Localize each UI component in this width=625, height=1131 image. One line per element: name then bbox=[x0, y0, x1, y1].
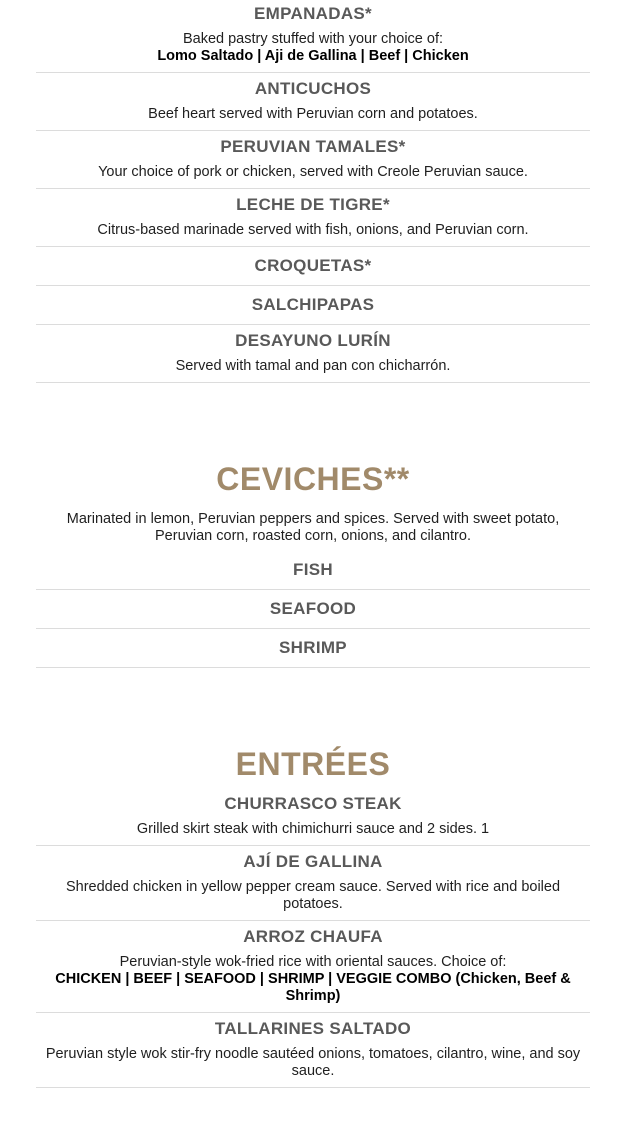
menu-item-anticuchos bbox=[36, 73, 590, 131]
item-title: SHRIMP bbox=[279, 638, 347, 657]
item-title: EMPANADAS* bbox=[254, 4, 372, 23]
section-description-ceviches: Marinated in lemon, Peruvian peppers and spices. Served with sweet potato, Peruvian corn, roasted corn, onions, and cilantro. bbox=[66, 511, 560, 544]
menu-item-croquetas bbox=[36, 247, 590, 286]
item-title: PERUVIAN TAMALES* bbox=[220, 137, 406, 156]
item-title: AJÍ DE GALLINA bbox=[243, 852, 383, 871]
menu-item-leche-de-tigre bbox=[36, 189, 590, 247]
item-description: Beef heart served with Peruvian corn and potatoes. bbox=[148, 106, 478, 122]
item-title: FISH bbox=[293, 560, 333, 579]
item-title: TALLARINES SALTADO bbox=[214, 1019, 412, 1038]
item-title: ANTICUCHOS bbox=[254, 79, 372, 98]
item-description: Served with tamal and pan con chicharrón. bbox=[175, 358, 451, 374]
item-title: CHURRASCO STEAK bbox=[224, 794, 402, 813]
menu-item-desayuno-lurin bbox=[36, 325, 590, 383]
menu-item-churrasco-steak bbox=[36, 788, 590, 846]
item-title: SALCHIPAPAS bbox=[251, 295, 375, 314]
item-title: ARROZ CHAUFA bbox=[243, 927, 383, 946]
item-options: CHICKEN | BEEF | SEAFOOD | SHRIMP | VEGGIE COMBO (Chicken, Beef & Shrimp) bbox=[55, 971, 571, 1004]
menu-item-arroz-chaufa bbox=[36, 921, 590, 1013]
menu bbox=[36, 0, 590, 1088]
menu-item-shrimp bbox=[36, 629, 590, 668]
menu-item-peruvian-tamales bbox=[36, 131, 590, 189]
menu-item-seafood bbox=[36, 590, 590, 629]
menu-item-salchipapas bbox=[36, 286, 590, 325]
item-description: Baked pastry stuffed with your choice of: bbox=[182, 31, 444, 47]
item-description: Shredded chicken in yellow pepper cream sauce. Served with rice and boiled potatoes. bbox=[65, 879, 561, 912]
item-title: SEAFOOD bbox=[269, 599, 357, 618]
item-title: LECHE DE TIGRE* bbox=[236, 195, 390, 214]
section-header-entrees: ENTRÉES bbox=[235, 746, 391, 782]
menu-item-fish bbox=[36, 551, 590, 590]
menu-item-empanadas bbox=[36, 0, 590, 73]
menu-item-tallarines-saltado bbox=[36, 1013, 590, 1088]
item-description: Citrus-based marinade served with fish, onions, and Peruvian corn. bbox=[97, 222, 529, 238]
section-header-ceviches: CEVICHES** bbox=[216, 461, 410, 497]
item-description: Peruvian-style wok-fried rice with oriental sauces. Choice of: bbox=[119, 954, 507, 970]
item-description: Your choice of pork or chicken, served with Creole Peruvian sauce. bbox=[98, 164, 528, 180]
section-spacer bbox=[36, 383, 590, 461]
item-description: Grilled skirt steak with chimichurri sauce and 2 sides. 1 bbox=[136, 821, 490, 837]
item-title: DESAYUNO LURÍN bbox=[235, 331, 391, 350]
menu-item-aji-de-gallina bbox=[36, 846, 590, 921]
section-spacer bbox=[36, 668, 590, 746]
item-description: Peruvian style wok stir-fry noodle sautéed onions, tomatoes, cilantro, wine, and soy sauce. bbox=[45, 1046, 581, 1079]
item-options: Lomo Saltado | Aji de Gallina | Beef | Chicken bbox=[157, 48, 469, 64]
item-title: CROQUETAS* bbox=[254, 256, 372, 275]
